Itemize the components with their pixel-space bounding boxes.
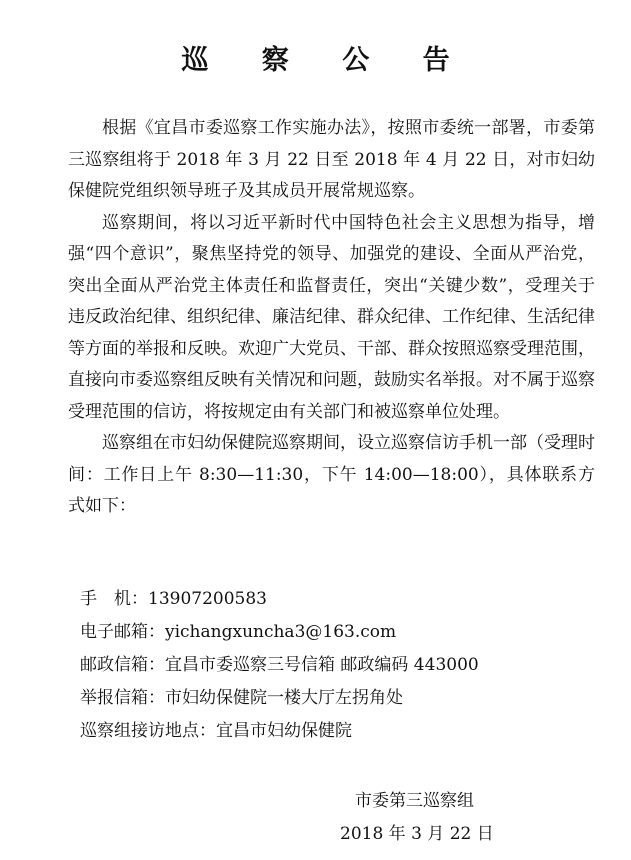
contact-label-visit-location: 巡察组接访地点：: [80, 721, 216, 741]
document-title: 巡 察 公 告: [181, 45, 472, 76]
contact-label-email: 电子邮箱：: [80, 622, 165, 642]
paragraph-contact-intro: 巡察组在市妇幼保健院巡察期间，设立巡察信访手机一部（受理时间：工作日上午 8:30—11:30，下午 14:00—18:00），具体联系方式如下：: [68, 433, 595, 516]
contact-row-email: [80, 616, 600, 649]
contact-value-phone: 13907200583: [148, 589, 267, 609]
contact-row-report-box: [80, 682, 600, 715]
contact-row-phone: [80, 583, 600, 616]
announcement-body: [68, 113, 595, 523]
paragraph-intro: 根据《宜昌市委巡察工作实施办法》，按照市委统一部署，市委第三巡察组将于 2018 年 3 月 22 日至 2018 年 4 月 22 日，对市妇幼保健院党组织领导班子及其成员开展常规巡察。: [68, 118, 595, 201]
paragraph-scope: 巡察期间，将以习近平新时代中国特色社会主义思想为指导，增强“四个意识”，聚焦坚持党的领导、加强党的建设、全面从严治党，突出全面从严治党主体责任和监督责任，突出“关键少数”，受理关于违反政治纪律、组织纪律、廉洁纪律、群众纪律、工作纪律、生活纪律等方面的举报和反映。欢迎广大党员、干部、群众按照巡察受理范围，直接向市委巡察组反映有关情况和问题，鼓励实名举报。对不属于巡察受理范围的信访，将按规定由有关部门和被巡察单位处理。: [68, 212, 595, 422]
contact-value-postbox: 宜昌市委巡察三号信箱 邮政编码 443000: [165, 655, 479, 675]
contact-row-postbox: [80, 649, 600, 682]
contact-list: [80, 583, 600, 748]
contact-value-visit-location: 宜昌市妇幼保健院: [216, 721, 352, 741]
contact-label-phone: 手 机：: [80, 589, 148, 609]
contact-label-postbox: 邮政信箱：: [80, 655, 165, 675]
signature-organization: 市委第三巡察组: [355, 791, 474, 811]
signature-date: 2018 年 3 月 22 日: [340, 824, 494, 844]
contact-label-report-box: 举报信箱：: [80, 688, 165, 708]
contact-value-report-box: 市妇幼保健院一楼大厅左拐角处: [165, 688, 403, 708]
contact-value-email: yichangxuncha3@163.com: [165, 622, 397, 642]
contact-row-visit-location: [80, 715, 600, 748]
